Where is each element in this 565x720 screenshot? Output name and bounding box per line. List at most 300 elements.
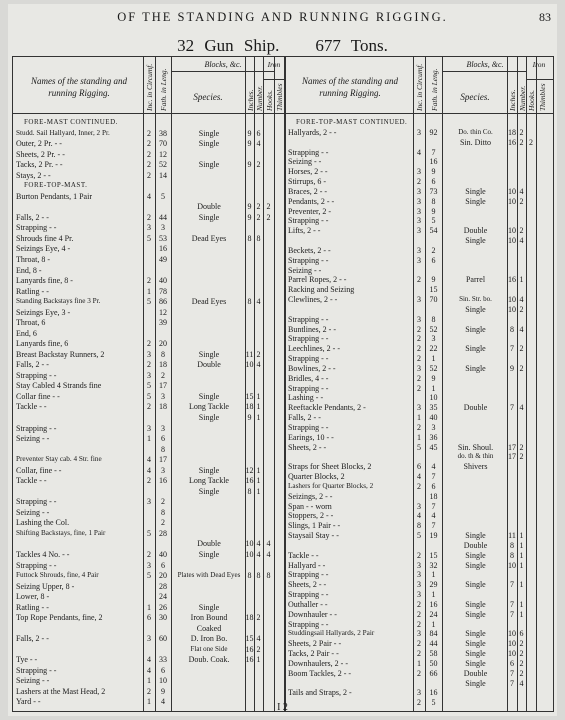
right-row-fath: 24	[429, 609, 438, 619]
right-row-species: Single	[465, 629, 486, 639]
right-row-name: Strapping - -	[288, 255, 329, 265]
left-row-circ: 3	[147, 423, 151, 433]
right-row-name: Beckets, 2 - -	[288, 245, 331, 255]
right-row-fath: 84	[429, 629, 438, 639]
names-header-left: Names of the standing and running Rigging.	[31, 76, 127, 98]
right-row-species: Double	[463, 403, 488, 413]
left-row-fath: 26	[159, 602, 167, 612]
right-row-fath: 8	[431, 196, 436, 206]
right-row-species: Single	[465, 363, 486, 373]
iron-header-right: Iron	[532, 60, 546, 69]
right-row-inches: 7	[510, 403, 514, 413]
left-row-name: Lashers at the Mast Head, 2	[16, 686, 106, 696]
right-row-name: Staysail Stay - -	[288, 531, 339, 540]
left-row-name: Strapping - -	[16, 370, 57, 380]
left-row-fath: 20	[159, 571, 167, 581]
right-row-number: 2	[519, 304, 524, 314]
left-row-inches: 8	[247, 571, 252, 581]
left-row-name: Falls, 2 - -	[16, 360, 49, 370]
left-row-number: 1	[256, 413, 261, 422]
left-row-name: Burton Pendants, 1 Pair	[16, 191, 92, 201]
right-row-number: 1	[519, 560, 524, 570]
right-row-circ: 2	[417, 481, 421, 491]
right-row-inches: 10	[508, 196, 516, 206]
right-row-fath: 19	[429, 531, 438, 540]
left-row-species: Flat one Side	[190, 644, 228, 653]
right-row-fath: 54	[429, 226, 438, 236]
right-row-circ: 3	[417, 206, 421, 216]
left-row-number: 1	[256, 486, 261, 496]
right-row-circ: 2	[417, 649, 421, 658]
right-row-species: Single	[465, 186, 486, 196]
right-row-name: Hallyard - -	[288, 560, 326, 570]
right-row-circ: 3	[417, 226, 421, 236]
right-row-circ: 2	[417, 383, 421, 393]
right-row-species: Double	[463, 226, 488, 236]
right-row-number: 2	[519, 649, 524, 658]
right-row-number: 4	[519, 295, 524, 304]
right-row-name: Straps for Sheet Blocks, 2	[288, 462, 372, 472]
right-row-name: Sheets, 2 - -	[288, 442, 327, 452]
right-row-circ: 3	[417, 186, 421, 196]
left-row-inches: 16	[245, 476, 254, 486]
right-row-inches: 18	[508, 127, 516, 137]
right-row-circ: 3	[417, 167, 421, 177]
left-row-inches: 8	[247, 486, 252, 496]
circ-header-left: Inc. in Circumf.	[145, 63, 154, 111]
left-row-name: Tackle - -	[16, 402, 47, 412]
right-row-number: 4	[519, 186, 524, 196]
right-row-inches: 10	[508, 560, 516, 570]
right-row-inches: 11	[508, 531, 516, 540]
right-row-fath: 1	[431, 383, 436, 393]
left-row-species: Double	[197, 202, 221, 212]
right-row-circ: 5	[417, 531, 421, 540]
right-row-fath: 7	[431, 472, 436, 481]
right-row-fath: 22	[429, 344, 438, 354]
left-row-number: 2	[256, 160, 261, 170]
left-row-circ: 4	[147, 655, 151, 665]
left-row-name: Throat, 8 -	[16, 254, 50, 264]
right-row-number: 1	[519, 531, 524, 540]
right-row-species: Single	[465, 304, 486, 314]
left-row-fath: 60	[159, 634, 167, 644]
right-row-circ: 2	[417, 422, 421, 432]
right-row-name: Span - - worn	[288, 501, 332, 511]
left-row-number: 8	[256, 571, 261, 581]
left-row-circ: 2	[147, 476, 151, 486]
number-header-left: Number.	[255, 85, 264, 111]
right-row-circ: 2	[417, 275, 421, 285]
right-row-species: Single	[465, 550, 486, 560]
left-row-number: 4	[256, 139, 261, 149]
right-row-fath: 15	[429, 285, 438, 295]
right-row-species: Single	[465, 678, 486, 688]
right-row-inches: 10	[508, 226, 516, 236]
left-row-fath: 20	[159, 339, 167, 349]
left-row-name: Strapping - -	[16, 423, 57, 433]
right-row-fath: 32	[429, 560, 438, 570]
left-row-inches: 9	[247, 160, 252, 170]
right-row-circ: 3	[417, 196, 421, 206]
right-row-species: Single	[465, 196, 486, 206]
left-row-circ: 1	[147, 286, 151, 296]
left-row-species: Single	[198, 391, 220, 401]
signature-mark: I 2	[277, 702, 288, 713]
left-row-circ: 3	[147, 497, 151, 507]
ship-guns: 32 Gun Ship.	[177, 36, 280, 55]
left-row-circ: 2	[147, 549, 151, 559]
right-row-fath: 52	[429, 363, 438, 373]
left-row-fath: 24	[159, 592, 167, 602]
left-row-circ: 2	[147, 276, 151, 286]
right-row-name: Sheets, 2 Pair - -	[288, 639, 342, 649]
left-row-fath: 4	[161, 697, 165, 707]
right-row-inches: 16	[508, 275, 516, 285]
left-row-inches: 9	[247, 413, 252, 422]
right-row-name: Strapping - -	[288, 334, 329, 344]
rigging-table	[12, 56, 554, 712]
right-row-number: 4	[519, 324, 524, 334]
right-row-fath: 2	[431, 245, 436, 255]
right-row-fath: 18	[429, 491, 438, 501]
right-row-fath: 1	[431, 590, 436, 599]
right-row-name: Downhaulers, 2 - -	[288, 658, 348, 668]
right-row-inches: 8	[510, 324, 514, 334]
number-header-right: Number.	[518, 85, 527, 111]
blocks-header-left: Blocks, &c.	[204, 60, 242, 69]
right-row-name: Studdingsail Hallyards, 2 Pair	[288, 629, 375, 638]
left-row-name: End, 8 -	[16, 265, 42, 275]
right-row-circ: 3	[417, 590, 421, 599]
left-row-inches: 15	[245, 634, 254, 644]
right-row-name: Sheets, 2 - -	[288, 580, 327, 590]
right-row-species: Sin. Str. bo.	[459, 295, 492, 303]
right-row-circ: 2	[417, 334, 421, 344]
right-row-circ: 3	[417, 295, 421, 304]
left-row-fath: 39	[159, 318, 167, 328]
right-row-species: Single	[465, 639, 486, 649]
left-row-species: Iron Bound	[190, 613, 228, 623]
left-row-number: 4	[256, 297, 261, 307]
right-row-inches: 7	[510, 609, 514, 619]
right-row-species: do. th & thin	[457, 452, 494, 461]
left-row-fath: 3	[161, 391, 165, 401]
left-row-species: Doub. Coak.	[188, 655, 230, 665]
right-row-circ: 3	[417, 629, 421, 639]
left-row-fath: 33	[159, 655, 167, 665]
right-row-inches: 10	[508, 649, 516, 658]
right-row-name: Tails and Straps, 2 -	[288, 688, 352, 698]
left-row-species: Plates with Dead Eyes	[177, 571, 241, 580]
left-row-name: Collar, fine - -	[16, 465, 62, 475]
left-row-circ: 2	[147, 160, 151, 170]
right-row-name: Quarter Blocks, 2	[288, 472, 345, 481]
left-row-name: Seizings Eye, 3 -	[16, 307, 71, 317]
left-row-species: Single	[198, 160, 220, 170]
left-row-number: 1	[256, 655, 261, 665]
left-row-inches: 9	[247, 202, 252, 212]
left-row-name: Seizing - -	[16, 434, 50, 444]
left-row-species: Single	[198, 128, 220, 138]
right-row-inches: 9	[510, 363, 514, 373]
left-row-species: Dead Eyes	[191, 233, 227, 243]
right-row-inches: 8	[510, 540, 514, 550]
right-row-fath: 35	[429, 403, 438, 413]
left-row-name: Lashing the Col.	[16, 518, 70, 528]
right-row-circ: 2	[417, 177, 421, 186]
right-row-fath: 45	[429, 442, 438, 452]
left-row-circ: 2	[147, 339, 151, 349]
right-row-inches: 7	[510, 580, 514, 590]
left-row-circ: 5	[147, 391, 151, 401]
left-row-fath: 17	[159, 381, 167, 391]
right-row-circ: 2	[417, 354, 421, 363]
left-row-iron: 8	[266, 571, 271, 581]
left-row-inches: 16	[245, 655, 254, 665]
left-row-species: Single	[198, 212, 220, 222]
left-row-species: Single	[198, 413, 220, 422]
right-row-number: 1	[519, 540, 524, 550]
left-row-circ: 4	[147, 465, 151, 475]
right-row-fath: 9	[431, 206, 436, 216]
left-row-fath: 9	[161, 686, 165, 696]
left-row-fath: 6	[161, 665, 165, 675]
right-row-number: 6	[519, 629, 524, 639]
right-row-circ: 2	[417, 698, 421, 708]
right-row-fath: 5	[431, 698, 436, 708]
left-row-fath: 40	[159, 549, 167, 559]
right-row-inches: 17	[508, 452, 516, 462]
right-row-species: Single	[465, 236, 486, 245]
right-row-number: 2	[519, 226, 524, 236]
right-row-fath: 52	[429, 324, 438, 334]
right-row-name: Falls, 2 - -	[288, 413, 321, 422]
left-row-fath: 78	[159, 286, 167, 296]
left-row-fath: 17	[159, 455, 167, 465]
left-row-name: Stay Cabled 4 Strands fine	[16, 381, 102, 391]
left-row-number: 2	[256, 644, 261, 654]
thimbles-header-left: Thimbles	[275, 83, 284, 111]
right-row-name: Strapping - -	[288, 590, 329, 599]
left-row-name: Falls, 2 - -	[16, 634, 49, 644]
right-row-circ: 2	[417, 619, 421, 629]
right-row-name: Outhaller - -	[288, 599, 328, 609]
right-row-fath: 1	[431, 570, 436, 580]
inches-header-left: Inches.	[246, 89, 255, 111]
left-row-number: 2	[256, 349, 261, 359]
left-row-circ: 1	[147, 676, 151, 686]
left-row-circ: 2	[147, 139, 151, 149]
names-header-right: Names of the standing and running Rigging.	[302, 76, 398, 98]
right-row-iron: 2	[529, 137, 533, 147]
right-row-number: 4	[519, 403, 524, 413]
left-row-number: 2	[256, 613, 261, 623]
right-row-name: Tacks, 2 Pair - -	[288, 649, 339, 658]
left-row-species: Single	[198, 486, 220, 496]
right-row-name: Clewlines, 2 - -	[288, 295, 338, 304]
right-row-species: Sin. Ditto	[459, 137, 492, 147]
left-row-species: Single	[198, 465, 220, 475]
right-row-circ: 3	[417, 363, 421, 373]
left-row-iron: 2	[266, 202, 271, 212]
right-row-species: Single	[465, 324, 486, 334]
right-row-fath: 36	[429, 432, 438, 442]
left-row-inches: 8	[247, 233, 252, 243]
left-row-inches: 11	[245, 349, 254, 359]
left-row-name: Collar fine - -	[16, 391, 60, 401]
right-row-fath: 15	[429, 550, 438, 560]
right-row-number: 1	[519, 609, 524, 619]
right-row-fath: 6	[431, 255, 436, 265]
right-row-name: Lashers for Quarter Blocks, 2	[288, 481, 374, 490]
right-row-circ: 2	[417, 668, 421, 678]
left-row-fath: 2	[161, 497, 165, 507]
right-row-number: 1	[519, 550, 524, 560]
left-row-number: 1	[256, 402, 261, 412]
right-row-circ: 3	[417, 580, 421, 590]
right-row-species: Single	[465, 560, 486, 570]
left-row-name: Tackle - -	[16, 476, 47, 486]
left-row-species: Long Tackle	[189, 402, 229, 412]
right-row-inches: 16	[508, 137, 516, 147]
right-row-species: Parrel	[465, 275, 486, 285]
right-row-inches: 6	[510, 658, 514, 668]
running-head: OF THE STANDING AND RUNNING RIGGING.	[117, 10, 448, 24]
right-row-fath: 58	[429, 649, 438, 658]
left-row-circ: 2	[147, 170, 151, 180]
right-row-circ: 2	[417, 344, 421, 354]
left-row-name: Standing Backstays fine 3 Pr.	[16, 297, 101, 306]
right-row-fath: 7	[431, 147, 436, 157]
right-row-species: Sin. Shoul.	[457, 442, 494, 452]
right-row-fath: 9	[431, 275, 436, 285]
right-row-number: 2	[519, 668, 524, 678]
right-row-fath: 70	[429, 295, 438, 304]
right-row-name: Hallyards, 2 - -	[288, 127, 337, 137]
right-row-fath: 6	[431, 177, 436, 186]
right-row-species: Double	[463, 540, 488, 550]
right-row-circ: 2	[417, 324, 421, 334]
left-row-inches: 9	[247, 128, 252, 138]
left-row-inches: 12	[245, 465, 254, 475]
left-row-fath: 49	[159, 254, 167, 264]
right-row-fath: 5	[431, 216, 436, 226]
left-row-iron: 4	[266, 539, 271, 549]
left-row-number: 1	[256, 465, 261, 475]
left-row-iron: 4	[266, 549, 271, 559]
right-row-circ: 3	[417, 255, 421, 265]
left-row-circ: 2	[147, 402, 151, 412]
left-row-fath: 30	[159, 613, 167, 623]
right-row-inches: 7	[510, 344, 514, 354]
left-row-fath: 52	[159, 160, 167, 170]
left-row-name: FORE-MAST CONTINUED.	[24, 118, 118, 126]
right-row-fath: 8	[431, 314, 436, 324]
right-row-name: Strapping - -	[288, 314, 329, 324]
right-row-fath: 66	[429, 668, 438, 678]
iron-header-left: Iron	[267, 60, 281, 69]
left-row-name: Yard - -	[16, 697, 41, 707]
right-row-circ: 3	[417, 560, 421, 570]
right-row-species: Do. thin Co.	[458, 127, 493, 136]
left-row-species: Single	[198, 602, 220, 612]
right-row-circ: 3	[417, 501, 421, 511]
left-row-name: Top Rope Pendants, fine, 2	[16, 613, 103, 623]
right-row-circ: 2	[417, 550, 421, 560]
left-row-circ: 3	[147, 560, 151, 570]
right-row-number: 2	[519, 452, 524, 462]
right-row-species: Single	[465, 609, 486, 619]
right-row-inches: 7	[510, 668, 514, 678]
right-row-fath: 50	[429, 658, 438, 668]
right-row-species: Shivers	[463, 462, 488, 472]
right-row-name: Earings, 10 - -	[288, 432, 334, 442]
left-row-fath: 8	[161, 444, 165, 454]
right-row-name: Bridles, 4 - -	[288, 373, 329, 383]
left-row-circ: 1	[147, 602, 151, 612]
right-row-name: Strapping - -	[288, 147, 329, 157]
left-row-circ: 1	[147, 697, 151, 707]
left-row-name: Breast Backstay Runners, 2	[16, 349, 105, 359]
right-row-circ: 8	[417, 521, 421, 531]
right-row-fath: 7	[431, 521, 436, 531]
left-row-fath: 2	[161, 518, 165, 528]
right-row-inches: 10	[508, 304, 516, 314]
left-row-species: Coaked	[196, 623, 222, 633]
right-row-circ: 5	[417, 442, 421, 452]
right-row-circ: 3	[417, 570, 421, 580]
left-row-fath: 12	[159, 149, 167, 159]
page-number: 83	[539, 10, 551, 24]
left-row-number: 4	[256, 360, 261, 370]
left-row-fath: 16	[159, 476, 167, 486]
right-row-name: Strapping - -	[288, 422, 329, 432]
right-row-circ: 3	[417, 688, 421, 698]
left-row-fath: 18	[159, 402, 167, 412]
right-row-number: 4	[519, 236, 524, 245]
left-row-name: Throat, 6	[16, 318, 46, 328]
right-row-species: Single	[465, 649, 486, 658]
left-row-species: Double	[197, 539, 221, 549]
left-row-fath: 12	[159, 307, 167, 317]
right-row-number: 2	[519, 127, 524, 137]
left-row-fath: 28	[159, 528, 167, 538]
left-row-inches: 10	[245, 549, 254, 559]
right-row-inches: 8	[510, 550, 514, 560]
left-row-fath: 14	[159, 170, 167, 180]
right-row-fath: 4	[431, 511, 436, 521]
left-row-name: Lanyards fine, 6	[16, 339, 69, 349]
left-row-name: Preventer Stay cab. 4 Str. fine	[16, 455, 102, 464]
left-row-inches: 9	[247, 139, 252, 149]
right-row-name: Tackle - -	[288, 550, 319, 560]
right-row-name: Strapping - -	[288, 354, 329, 363]
left-row-name: Studd. Sail Hallyard, Inner, 2 Pr.	[16, 128, 110, 137]
left-row-fath: 6	[161, 560, 165, 570]
left-row-number: 2	[256, 212, 261, 222]
left-row-name: End, 6	[16, 328, 37, 338]
left-row-circ: 3	[147, 349, 151, 359]
left-row-inches: 9	[247, 212, 252, 222]
thimbles-header-right: Thimbles	[538, 83, 547, 111]
left-row-fath: 53	[159, 233, 167, 243]
right-row-species: Single	[465, 531, 486, 540]
left-row-number: 4	[256, 549, 261, 559]
left-row-circ: 4	[147, 191, 151, 201]
species-header-right: Species.	[460, 92, 490, 102]
right-row-circ: 6	[417, 462, 421, 472]
